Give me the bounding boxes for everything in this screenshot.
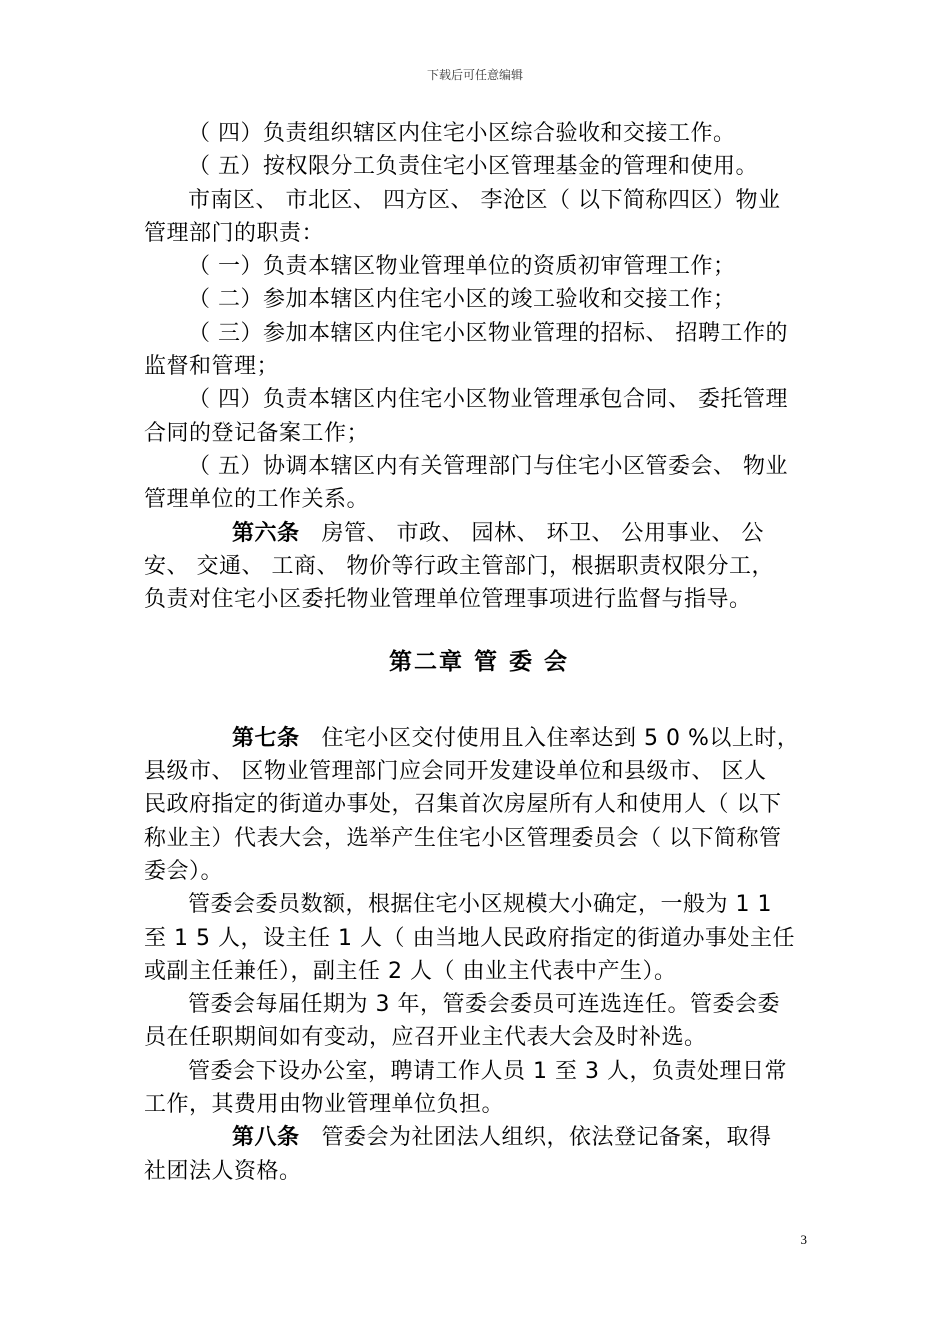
chapter-title: 第二章 管 委 会 — [388, 649, 570, 676]
article-6-line: 安、 交通、 工商、 物价等行政主管部门，根据职责权限分工， — [144, 553, 774, 579]
members-paragraphs — [144, 888, 814, 1121]
text-line: 管委会每届任期为 3 年，管委会委员可连选连任。管委会委 — [188, 992, 780, 1018]
text-line: 管理单位的工作关系。 — [144, 487, 370, 513]
article-6-text: 房管、 市政、 园林、 环卫、 公用事业、 公 — [321, 520, 764, 546]
text-line: （ 五）协调本辖区内有关管理部门与住宅小区管委会、 物业 — [188, 453, 788, 479]
text-line: （ 三）参加本辖区内住宅小区物业管理的招标、 招聘工作的 — [188, 320, 788, 346]
page-header: 下载后可任意编辑 — [426, 68, 523, 82]
text-line: （ 一）负责本辖区物业管理单位的资质初审管理工作； — [188, 254, 736, 280]
article-7-label: 第七条 — [232, 725, 300, 751]
text-line: 监督和管理； — [144, 354, 280, 380]
article-7-line: 称业主）代表大会，选举产生住宅小区管理委员会（ 以下简称管 — [144, 825, 782, 851]
text-line: 管理部门的职责： — [144, 220, 325, 246]
text-line: 管委会下设办公室，聘请工作人员 1 至 3 人，负责处理日常 — [188, 1058, 787, 1084]
text-line: （ 五）按权限分工负责住宅小区管理基金的管理和使用。 — [188, 154, 758, 180]
page-number: 3 — [800, 1232, 807, 1247]
text-line: （ 四）负责组织辖区内住宅小区综合验收和交接工作。 — [188, 121, 736, 146]
article-8-text: 管委会为社团法人组织，依法登记备案，取得 — [321, 1125, 772, 1151]
text-line: 工作，其费用由物业管理单位负担。 — [144, 1092, 505, 1118]
article-8-line: 社团法人资格。 — [144, 1158, 302, 1184]
article-6-line: 负责对住宅小区委托物业管理单位管理事项进行监督与指导。 — [144, 587, 752, 613]
article-7-line: 县级市、 区物业管理部门应会同开发建设单位和县级市、 区人 — [144, 759, 767, 785]
text-line: 市南区、 市北区、 四方区、 李沧区（ 以下简称四区）物业 — [188, 187, 781, 213]
article-7-text: 住宅小区交付使用且入住率达到 5 0 %以上时， — [321, 725, 800, 751]
text-line: 或副主任兼任），副主任 2 人（ 由业主代表中产生）。 — [144, 958, 677, 984]
article-8-first-line — [144, 1121, 814, 1154]
intro-paragraphs — [144, 117, 814, 517]
text-line: 合同的登记备案工作； — [144, 420, 370, 446]
document-body — [144, 117, 814, 1188]
text-line: （ 二）参加本辖区内住宅小区的竣工验收和交接工作； — [188, 287, 736, 313]
article-6-label: 第六条 — [232, 520, 300, 546]
article-7-first-line — [144, 722, 814, 755]
text-line: 至 1 5 人，设主任 1 人（ 由当地人民政府指定的街道办事处主任 — [144, 925, 795, 951]
article-6-first-line — [144, 517, 814, 550]
article-8-label: 第八条 — [232, 1125, 300, 1151]
article-7-line: 民政府指定的街道办事处，召集首次房屋所有人和使用人（ 以下 — [144, 792, 782, 818]
text-line: 管委会委员数额，根据住宅小区规模大小确定，一般为 1 1 — [188, 892, 772, 918]
article-7-line: 委会）。 — [144, 858, 224, 884]
text-line: （ 四）负责本辖区内住宅小区物业管理承包合同、 委托管理 — [188, 387, 788, 413]
text-line: 员在任职期间如有变动，应召开业主代表大会及时补选。 — [144, 1025, 707, 1051]
